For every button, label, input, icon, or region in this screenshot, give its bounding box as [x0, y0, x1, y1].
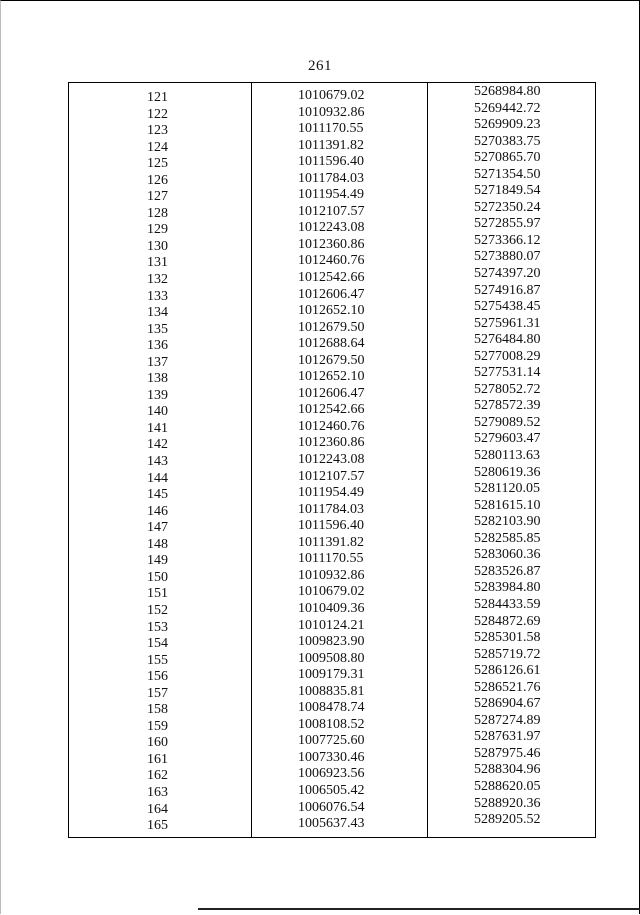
x-coordinate-cell: 1012360.86 — [298, 435, 365, 451]
point-number-cell: 161 — [147, 751, 168, 767]
y-coordinate-cell: 5284433.59 — [474, 596, 541, 612]
y-coordinate-cell: 5283060.36 — [474, 547, 541, 563]
point-number-cell: 154 — [147, 636, 168, 652]
x-coordinate-cell: 1012652.10 — [298, 369, 365, 385]
x-coordinate-cell: 1012107.57 — [298, 203, 365, 219]
x-coordinate-cell: 1012243.08 — [298, 220, 365, 236]
x-coordinate-cell: 1010679.02 — [298, 88, 365, 103]
table-row — [69, 812, 595, 834]
x-coordinate-cell: 1011596.40 — [298, 518, 364, 534]
y-coordinate-cell: 5271354.50 — [474, 166, 541, 182]
point-number-cell: 150 — [147, 569, 168, 585]
point-number-cell: 156 — [147, 669, 168, 685]
point-number-cell: 127 — [147, 189, 168, 205]
x-coordinate-cell: 1009508.80 — [298, 650, 365, 666]
x-coordinate-cell: 1008835.81 — [298, 683, 365, 699]
point-number-cell: 158 — [147, 702, 168, 718]
y-coordinate-cell: 5287274.89 — [474, 712, 541, 728]
point-number-cell: 138 — [147, 371, 168, 387]
y-coordinate-cell: 5272855.97 — [474, 216, 541, 232]
point-number-cell: 140 — [147, 404, 168, 420]
y-coordinate-cell: 5277008.29 — [474, 348, 541, 364]
y-coordinate-cell: 5280619.36 — [474, 464, 541, 480]
y-coordinate-cell: 5287631.97 — [474, 729, 541, 745]
y-coordinate-cell: 5279089.52 — [474, 414, 541, 430]
point-number-cell: 152 — [147, 602, 168, 618]
coordinate-table — [68, 82, 596, 838]
y-coordinate-cell: 5288304.96 — [474, 762, 541, 778]
x-coordinate-cell: 1012679.50 — [298, 319, 365, 335]
y-coordinate-cell: 5286126.61 — [474, 663, 541, 679]
x-coordinate-cell: 1011391.82 — [298, 534, 364, 550]
point-number-cell: 130 — [147, 238, 168, 254]
x-coordinate-cell: 1011784.03 — [298, 170, 364, 186]
point-number-cell: 124 — [147, 139, 168, 155]
x-coordinate-cell: 1010932.86 — [298, 567, 365, 583]
y-coordinate-cell: 5270383.75 — [474, 133, 541, 149]
y-coordinate-cell: 5289205.52 — [474, 812, 541, 828]
x-coordinate-cell: 1012460.76 — [298, 418, 365, 434]
bottom-rule — [198, 908, 640, 910]
y-coordinate-cell: 5286521.76 — [474, 679, 541, 695]
y-coordinate-cell: 5273366.12 — [474, 232, 541, 248]
x-coordinate-cell: 1012688.64 — [298, 336, 365, 352]
x-coordinate-cell: 1011391.82 — [298, 137, 364, 153]
y-coordinate-cell: 5288620.05 — [474, 778, 541, 794]
y-coordinate-cell: 5283984.80 — [474, 580, 541, 596]
x-coordinate-cell: 1011784.03 — [298, 501, 364, 517]
x-coordinate-cell: 1011954.49 — [298, 187, 364, 203]
x-coordinate-cell: 1009179.31 — [298, 667, 365, 683]
y-coordinate-cell: 5285719.72 — [474, 646, 541, 662]
y-coordinate-cell: 5272350.24 — [474, 199, 541, 215]
y-coordinate-cell: 5286904.67 — [474, 696, 541, 712]
point-number-cell: 157 — [147, 685, 168, 701]
point-number-cell: 122 — [147, 106, 168, 122]
x-coordinate-cell: 1012606.47 — [298, 385, 365, 401]
x-coordinate-cell: 1010679.02 — [298, 584, 365, 600]
point-number-cell: 136 — [147, 338, 168, 354]
point-number-cell: 143 — [147, 454, 168, 470]
x-coordinate-cell: 1012107.57 — [298, 468, 365, 484]
x-coordinate-cell: 1011170.55 — [298, 551, 364, 567]
point-number-cell: 159 — [147, 718, 168, 734]
x-coordinate-cell: 1005637.43 — [298, 816, 365, 832]
point-number-cell: 165 — [147, 818, 168, 834]
table-body — [69, 84, 595, 834]
y-coordinate-cell: 5274397.20 — [474, 266, 541, 282]
x-coordinate-cell: 1007330.46 — [298, 749, 365, 765]
x-coordinate-cell: 1011170.55 — [298, 121, 364, 137]
y-coordinate-cell: 5279603.47 — [474, 431, 541, 447]
point-number-cell: 125 — [147, 156, 168, 172]
y-coordinate-cell: 5281615.10 — [474, 497, 541, 513]
point-number-cell: 139 — [147, 387, 168, 403]
x-coordinate-cell: 1012360.86 — [298, 236, 365, 252]
y-coordinate-cell: 5271849.54 — [474, 183, 541, 199]
x-coordinate-cell: 1010124.21 — [298, 617, 365, 633]
point-number-cell: 162 — [147, 768, 168, 784]
y-coordinate-cell: 5269442.72 — [474, 100, 541, 116]
point-number-cell: 160 — [147, 735, 168, 751]
point-number-cell: 123 — [147, 123, 168, 139]
point-number-cell: 163 — [147, 784, 168, 800]
point-number-cell: 153 — [147, 619, 168, 635]
page-number: 261 — [308, 58, 332, 74]
y-coordinate-cell: 5274916.87 — [474, 282, 541, 298]
y-coordinate-cell: 5284872.69 — [474, 613, 541, 629]
y-coordinate-cell: 5287975.46 — [474, 745, 541, 761]
point-number-cell: 128 — [147, 205, 168, 221]
point-number-cell: 149 — [147, 553, 168, 569]
x-coordinate-cell: 1012542.66 — [298, 270, 365, 286]
y-coordinate-cell: 5269909.23 — [474, 117, 541, 133]
x-coordinate-cell: 1011596.40 — [298, 154, 364, 170]
x-coordinate-cell: 1012542.66 — [298, 402, 365, 418]
point-number-cell: 133 — [147, 288, 168, 304]
point-number-cell: 132 — [147, 272, 168, 288]
x-coordinate-cell: 1007725.60 — [298, 733, 365, 749]
y-coordinate-cell: 5280113.63 — [474, 448, 540, 464]
point-number-cell: 151 — [147, 586, 168, 602]
point-number-cell: 135 — [147, 321, 168, 337]
point-number-cell: 145 — [147, 487, 168, 503]
y-coordinate-cell: 5278052.72 — [474, 381, 541, 397]
point-number-cell: 129 — [147, 222, 168, 238]
point-number-cell: 126 — [147, 172, 168, 188]
x-coordinate-cell: 1012460.76 — [298, 253, 365, 269]
y-coordinate-cell: 5275961.31 — [474, 315, 541, 331]
y-coordinate-cell: 5283526.87 — [474, 563, 541, 579]
point-number-cell: 142 — [147, 437, 168, 453]
x-coordinate-cell: 1011954.49 — [298, 485, 364, 501]
x-coordinate-cell: 1006505.42 — [298, 782, 365, 798]
y-coordinate-cell: 5275438.45 — [474, 299, 541, 315]
y-coordinate-cell: 5273880.07 — [474, 249, 541, 265]
x-coordinate-cell: 1012679.50 — [298, 352, 365, 368]
x-coordinate-cell: 1008478.74 — [298, 700, 365, 716]
x-coordinate-cell: 1009823.90 — [298, 634, 365, 650]
y-coordinate-cell: 5277531.14 — [474, 365, 541, 381]
point-number-cell: 134 — [147, 305, 168, 321]
x-coordinate-cell: 1012652.10 — [298, 303, 365, 319]
y-coordinate-cell: 5278572.39 — [474, 398, 541, 414]
point-number-cell: 144 — [147, 470, 168, 486]
point-number-cell: 155 — [147, 652, 168, 668]
y-coordinate-cell: 5281120.05 — [474, 481, 540, 497]
point-number-cell: 147 — [147, 520, 168, 536]
point-number-cell: 141 — [147, 420, 168, 436]
y-coordinate-cell: 5288920.36 — [474, 795, 541, 811]
x-coordinate-cell: 1012243.08 — [298, 452, 365, 468]
y-coordinate-cell: 5270865.70 — [474, 150, 541, 166]
y-coordinate-cell: 5285301.58 — [474, 630, 541, 646]
point-number-cell: 148 — [147, 536, 168, 552]
x-coordinate-cell: 1010409.36 — [298, 600, 365, 616]
x-coordinate-cell: 1008108.52 — [298, 716, 365, 732]
point-number-cell: 137 — [147, 354, 168, 370]
x-coordinate-cell: 1006923.56 — [298, 766, 365, 782]
x-coordinate-cell: 1006076.54 — [298, 799, 365, 815]
point-number-cell: 121 — [147, 90, 168, 105]
y-coordinate-cell: 5282585.85 — [474, 530, 541, 546]
point-number-cell: 164 — [147, 801, 168, 817]
point-number-cell: 131 — [147, 255, 168, 271]
x-coordinate-cell: 1010932.86 — [298, 104, 365, 120]
point-number-cell: 146 — [147, 503, 168, 519]
x-coordinate-cell: 1012606.47 — [298, 286, 365, 302]
y-coordinate-cell: 5282103.90 — [474, 514, 541, 530]
y-coordinate-cell: 5268984.80 — [474, 84, 541, 99]
y-coordinate-cell: 5276484.80 — [474, 332, 541, 348]
